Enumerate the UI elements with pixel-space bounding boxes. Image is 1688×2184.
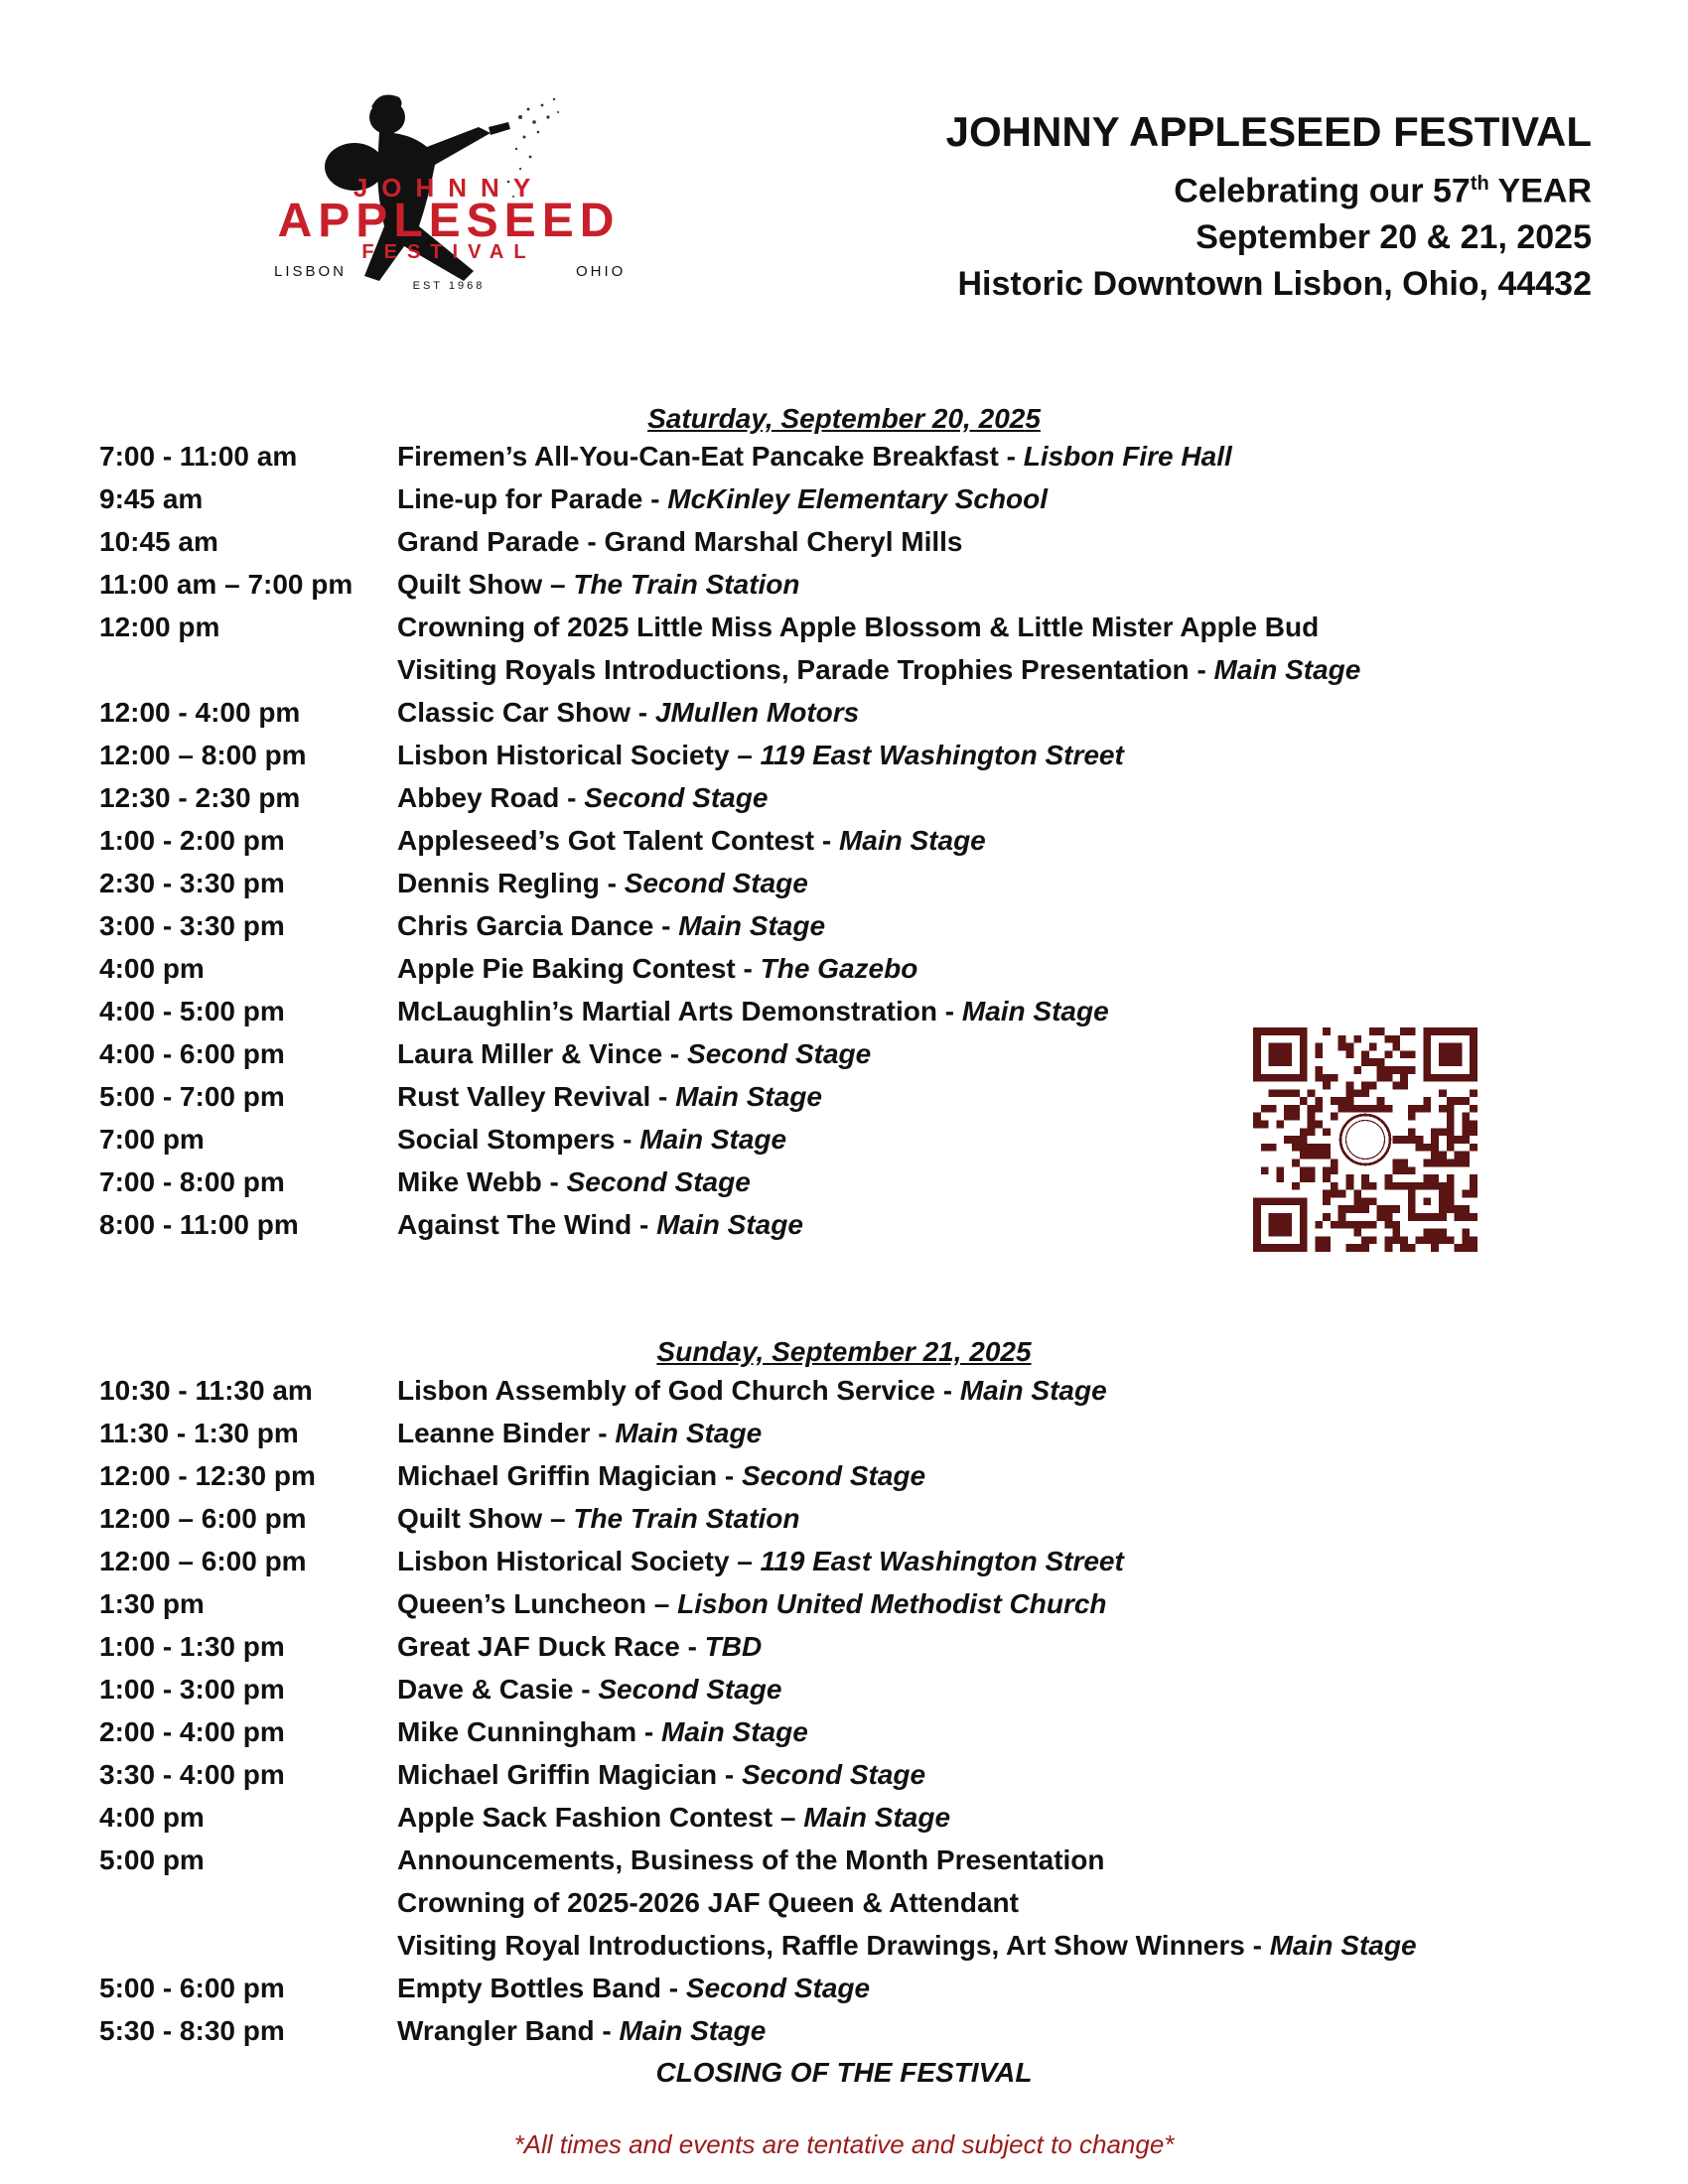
event-description (397, 1375, 1107, 1407)
event-location: Main Stage (961, 995, 1109, 1026)
event-name: Visiting Royal Introductions, Raffle Drawings, Art Show Winners - (397, 1929, 1270, 1961)
event-location: Main Stage (959, 1374, 1107, 1406)
event-name: Rust Valley Revival - (397, 1080, 676, 1112)
event-time: 2:00 - 4:00 pm (99, 1715, 285, 1747)
event-description (397, 569, 800, 601)
schedule-row (99, 1710, 1470, 1753)
event-location: Main Stage (678, 909, 826, 941)
event-description (397, 1716, 808, 1748)
event-description (397, 1631, 762, 1663)
event-description (397, 1802, 950, 1834)
event-location: Main Stage (661, 1715, 808, 1747)
johnny-appleseed-logo-icon (260, 87, 637, 301)
celebrating-suffix: YEAR (1488, 172, 1592, 210)
event-description (397, 697, 859, 729)
event-description (397, 1759, 925, 1791)
event-description (397, 1973, 870, 2004)
event-name: Michael Griffin Magician - (397, 1758, 742, 1790)
event-time: 4:00 - 5:00 pm (99, 995, 285, 1026)
event-location: Second Stage (741, 1459, 926, 1491)
event-time: 1:00 - 3:00 pm (99, 1673, 285, 1705)
event-time: 12:00 – 6:00 pm (99, 1545, 307, 1576)
event-location: Second Stage (741, 1758, 926, 1790)
event-location: Main Stage (675, 1080, 822, 1112)
event-name: Abbey Road - (397, 781, 585, 813)
schedule-row (99, 2009, 1470, 2052)
event-name: Queen’s Luncheon – (397, 1587, 678, 1619)
event-time: 2:30 - 3:30 pm (99, 867, 285, 898)
schedule-row (99, 563, 1470, 606)
event-location: Lisbon United Methodist Church (677, 1587, 1107, 1619)
event-time: 3:30 - 4:00 pm (99, 1758, 285, 1790)
event-description (397, 2015, 766, 2047)
event-time: 7:00 - 11:00 am (99, 440, 298, 472)
event-description (397, 1674, 782, 1706)
event-description (397, 612, 1319, 643)
event-time: 5:00 - 7:00 pm (99, 1080, 285, 1112)
event-name: Michael Griffin Magician - (397, 1459, 742, 1491)
event-description (397, 953, 917, 985)
event-name: Wrangler Band - (397, 2014, 620, 2046)
event-location: The Train Station (573, 568, 800, 600)
event-description (397, 1460, 925, 1492)
event-location: 119 East Washington Street (760, 739, 1124, 770)
event-location: 119 East Washington Street (760, 1545, 1124, 1576)
schedule-row (99, 1839, 1470, 1881)
schedule-row (99, 1582, 1470, 1625)
event-description (397, 526, 963, 558)
schedule-row (99, 862, 1470, 904)
event-description (397, 910, 825, 942)
logo-johnny-text: JOHNNY (352, 173, 545, 203)
saturday-heading: Saturday, September 20, 2025 (647, 403, 1041, 434)
festival-title: JOHNNY APPLESEED FESTIVAL (945, 108, 1592, 155)
event-name: Crowning of 2025-2026 JAF Queen & Attendant (397, 1886, 1019, 1918)
event-description (397, 1930, 1417, 1962)
schedule-row (99, 691, 1470, 734)
schedule-row (99, 435, 1470, 478)
event-description (397, 1418, 762, 1449)
schedule-row (99, 1497, 1470, 1540)
event-name: Lisbon Historical Society – (397, 739, 761, 770)
schedule-row (99, 904, 1470, 947)
event-location: Lisbon Fire Hall (1023, 440, 1232, 472)
event-name: Laura Miller & Vince - (397, 1037, 688, 1069)
event-description (397, 1503, 800, 1535)
event-name: Quilt Show – (397, 1502, 574, 1534)
event-description (397, 996, 1109, 1027)
event-location: Second Stage (584, 781, 769, 813)
schedule-row (99, 1625, 1470, 1668)
event-name: Against The Wind - (397, 1208, 657, 1240)
event-time: 5:00 - 6:00 pm (99, 1972, 285, 2003)
schedule-row (99, 520, 1470, 563)
event-time: 7:00 - 8:00 pm (99, 1165, 285, 1197)
event-name: Line-up for Parade - (397, 482, 668, 514)
event-description (397, 740, 1124, 771)
festival-logo (260, 87, 637, 301)
event-location: Second Stage (685, 1972, 871, 2003)
logo-lisbon-text: LISBON (274, 263, 348, 280)
event-location: TBD (704, 1630, 763, 1662)
event-name: Dennis Regling - (397, 867, 625, 898)
sunday-heading: Sunday, September 21, 2025 (656, 1336, 1032, 1367)
schedule-row (99, 819, 1470, 862)
event-name: Visiting Royals Introductions, Parade Trophies Presentation - (397, 653, 1214, 685)
event-description (397, 1081, 822, 1113)
event-location: JMullen Motors (654, 696, 860, 728)
event-description (397, 1038, 871, 1070)
closing-text: CLOSING OF THE FESTIVAL (655, 2057, 1033, 2088)
schedule-row (99, 1881, 1470, 1924)
event-description (397, 654, 1360, 686)
schedule-row (99, 1454, 1470, 1497)
event-location: The Train Station (573, 1502, 800, 1534)
event-time: 1:00 - 1:30 pm (99, 1630, 285, 1662)
event-name: Empty Bottles Band - (397, 1972, 686, 2003)
event-location: Main Stage (803, 1801, 951, 1833)
event-description (397, 825, 986, 857)
event-name: Dave & Casie - (397, 1673, 599, 1705)
event-name: Crowning of 2025 Little Miss Apple Blossom & Little Mister Apple Bud (397, 611, 1320, 642)
schedule-row (99, 1412, 1470, 1454)
sunday-schedule (99, 1369, 1470, 2052)
event-time: 12:00 - 4:00 pm (99, 696, 301, 728)
event-description (397, 1588, 1107, 1620)
ordinal-suffix: th (1470, 173, 1489, 195)
logo-ohio-text: OHIO (576, 263, 627, 280)
event-time: 1:00 - 2:00 pm (99, 824, 285, 856)
event-name: Lisbon Historical Society – (397, 1545, 761, 1576)
logo-est-text: EST 1968 (412, 280, 486, 292)
event-location: Second Stage (566, 1165, 751, 1197)
schedule-row (99, 947, 1470, 990)
festival-header (946, 103, 1592, 308)
event-time: 12:00 – 8:00 pm (99, 739, 307, 770)
event-description (397, 1166, 751, 1198)
schedule-row (99, 990, 1470, 1032)
event-location: Second Stage (687, 1037, 872, 1069)
schedule-row (99, 1796, 1470, 1839)
event-location: The Gazebo (760, 952, 918, 984)
event-time: 5:00 pm (99, 1843, 205, 1875)
event-name: Quilt Show – (397, 568, 574, 600)
event-time: 12:30 - 2:30 pm (99, 781, 301, 813)
event-name: Apple Sack Fashion Contest – (397, 1801, 804, 1833)
event-location: Main Stage (656, 1208, 803, 1240)
event-time: 11:00 am – 7:00 pm (99, 568, 353, 600)
event-location: Main Stage (615, 1417, 763, 1448)
event-name: Announcements, Business of the Month Presentation (397, 1843, 1105, 1875)
event-description (397, 868, 808, 899)
event-name: Firemen’s All-You-Can-Eat Pancake Breakfast - (397, 440, 1024, 472)
event-time: 4:00 - 6:00 pm (99, 1037, 285, 1069)
schedule-row (99, 606, 1470, 648)
event-location: Main Stage (639, 1123, 787, 1155)
event-location: McKinley Elementary School (667, 482, 1049, 514)
event-time: 4:00 pm (99, 1801, 205, 1833)
event-name: Mike Webb - (397, 1165, 567, 1197)
event-time: 11:30 - 1:30 pm (99, 1417, 299, 1448)
schedule-row (99, 478, 1470, 520)
schedule-row (99, 1369, 1470, 1412)
event-time: 4:00 pm (99, 952, 205, 984)
qr-code-icon (1253, 1027, 1477, 1252)
logo-festival-text: FESTIVAL (361, 241, 536, 263)
festival-location: Historic Downtown Lisbon, Ohio, 44432 (957, 265, 1592, 304)
event-name: Lisbon Assembly of God Church Service - (397, 1374, 960, 1406)
event-name: Leanne Binder - (397, 1417, 616, 1448)
event-name: Apple Pie Baking Contest - (397, 952, 761, 984)
event-name: Chris Garcia Dance - (397, 909, 679, 941)
event-time: 12:00 - 12:30 pm (99, 1459, 316, 1491)
event-location: Main Stage (619, 2014, 767, 2046)
event-time: 9:45 am (99, 482, 204, 514)
qr-code (1253, 1027, 1477, 1252)
logo-appleseed-text: APPLESEED (277, 195, 621, 247)
event-name: Classic Car Show - (397, 696, 655, 728)
event-description (397, 1124, 786, 1156)
event-time: 12:00 – 6:00 pm (99, 1502, 307, 1534)
event-time: 10:30 - 11:30 am (99, 1374, 313, 1406)
event-time: 1:30 pm (99, 1587, 205, 1619)
schedule-row (99, 776, 1470, 819)
event-location: Second Stage (624, 867, 808, 898)
schedule-row (99, 1924, 1470, 1967)
event-description (397, 1844, 1105, 1876)
schedule-row (99, 648, 1470, 691)
event-description (397, 441, 1232, 473)
schedule-row (99, 1668, 1470, 1710)
festival-dates: September 20 & 21, 2025 (1196, 218, 1592, 257)
event-time: 12:00 pm (99, 611, 220, 642)
event-location: Main Stage (1213, 653, 1361, 685)
event-location: Second Stage (598, 1673, 782, 1705)
event-time: 10:45 am (99, 525, 218, 557)
event-description (397, 1209, 803, 1241)
event-name: Grand Parade - Grand Marshal Cheryl Mills (397, 525, 963, 557)
event-description (397, 782, 768, 814)
celebrating-prefix: Celebrating our 57 (1174, 172, 1471, 210)
event-name: Appleseed’s Got Talent Contest - (397, 824, 839, 856)
event-name: Mike Cunningham - (397, 1715, 661, 1747)
schedule-row (99, 1753, 1470, 1796)
event-description (397, 1546, 1124, 1577)
event-description (397, 483, 1048, 515)
event-time: 3:00 - 3:30 pm (99, 909, 285, 941)
schedule-row (99, 1540, 1470, 1582)
celebrating-year (946, 161, 1592, 214)
event-time: 8:00 - 11:00 pm (99, 1208, 299, 1240)
event-name: Social Stompers - (397, 1123, 640, 1155)
event-name: McLaughlin’s Martial Arts Demonstration - (397, 995, 962, 1026)
event-location: Main Stage (838, 824, 986, 856)
schedule-row (99, 734, 1470, 776)
event-time: 5:30 - 8:30 pm (99, 2014, 285, 2046)
event-location: Main Stage (1269, 1929, 1417, 1961)
event-time: 7:00 pm (99, 1123, 205, 1155)
event-name: Great JAF Duck Race - (397, 1630, 705, 1662)
event-description (397, 1887, 1019, 1919)
schedule-row (99, 1967, 1470, 2009)
disclaimer-text: *All times and events are tentative and subject to change* (513, 2129, 1175, 2159)
